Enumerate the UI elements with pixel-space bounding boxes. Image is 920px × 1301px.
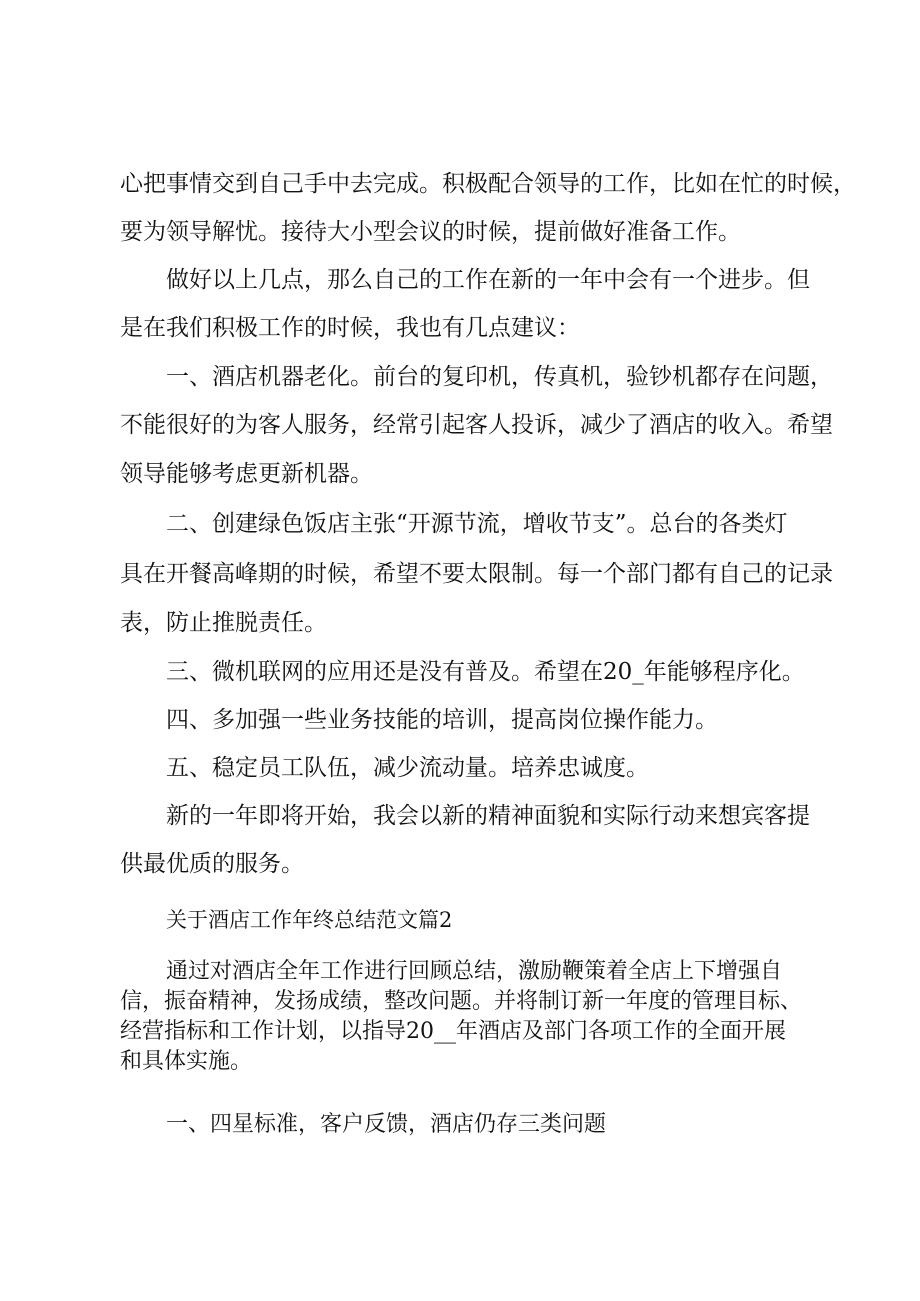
paragraph-line: 是在我们积极工作的时候，我也有几点建议： bbox=[120, 315, 580, 341]
suggestion-item: 四、多加强一些业务技能的培训，提高岗位操作能力。 bbox=[166, 707, 718, 733]
suggestion-item: 五、稳定员工队伍，减少流动量。培养忠诚度。 bbox=[166, 755, 649, 781]
paragraph-line: 具在开餐高峰期的时候，希望不要太限制。每一个部门都有自己的记录 bbox=[120, 561, 833, 587]
suggestion-item: 三、微机联网的应用还是没有普及。希望在20_年能够程序化。 bbox=[166, 659, 805, 685]
paragraph-line: 供最优质的服务。 bbox=[120, 851, 304, 877]
suggestion-item: 一、酒店机器老化。前台的复印机，传真机，验钞机都存在问题， bbox=[166, 364, 833, 390]
paragraph-line: 做好以上几点，那么自己的工作在新的一年中会有一个进步。但 bbox=[166, 267, 810, 293]
section-heading: 关于酒店工作年终总结范文篇2 bbox=[166, 908, 453, 932]
paragraph-line: 不能很好的为客人服务，经常引起客人投诉，减少了酒店的收入。希望 bbox=[120, 412, 833, 438]
paragraph-line: 通过对酒店全年工作进行回顾总结，激励鞭策着全店上下增强自 bbox=[166, 959, 783, 984]
paragraph-line: 表，防止推脱责任。 bbox=[120, 610, 327, 636]
paragraph-line: 心把事情交到自己手中去完成。积极配合领导的工作，比如在忙的时候， bbox=[120, 171, 856, 197]
paragraph-line: 经营指标和工作计划，以指导20__年酒店及部门各项工作的全面开展 bbox=[120, 1019, 786, 1044]
paragraph-line: 信，振奋精神，发扬成绩，整改问题。并将制订新一年度的管理目标、 bbox=[120, 989, 803, 1014]
paragraph-line: 新的一年即将开始，我会以新的精神面貌和实际行动来想宾客提 bbox=[166, 803, 810, 829]
paragraph-line: 领导能够考虑更新机器。 bbox=[120, 461, 373, 487]
paragraph-line: 要为领导解忧。接待大小型会议的时候，提前做好准备工作。 bbox=[120, 219, 741, 245]
paragraph-line: 和具体实施。 bbox=[120, 1049, 253, 1074]
suggestion-item: 二、创建绿色饭店主张“开源节流，增收节支”。总台的各类灯 bbox=[166, 511, 788, 537]
section-item: 一、四星标准，客户反馈，酒店仍存三类问题 bbox=[166, 1112, 607, 1137]
